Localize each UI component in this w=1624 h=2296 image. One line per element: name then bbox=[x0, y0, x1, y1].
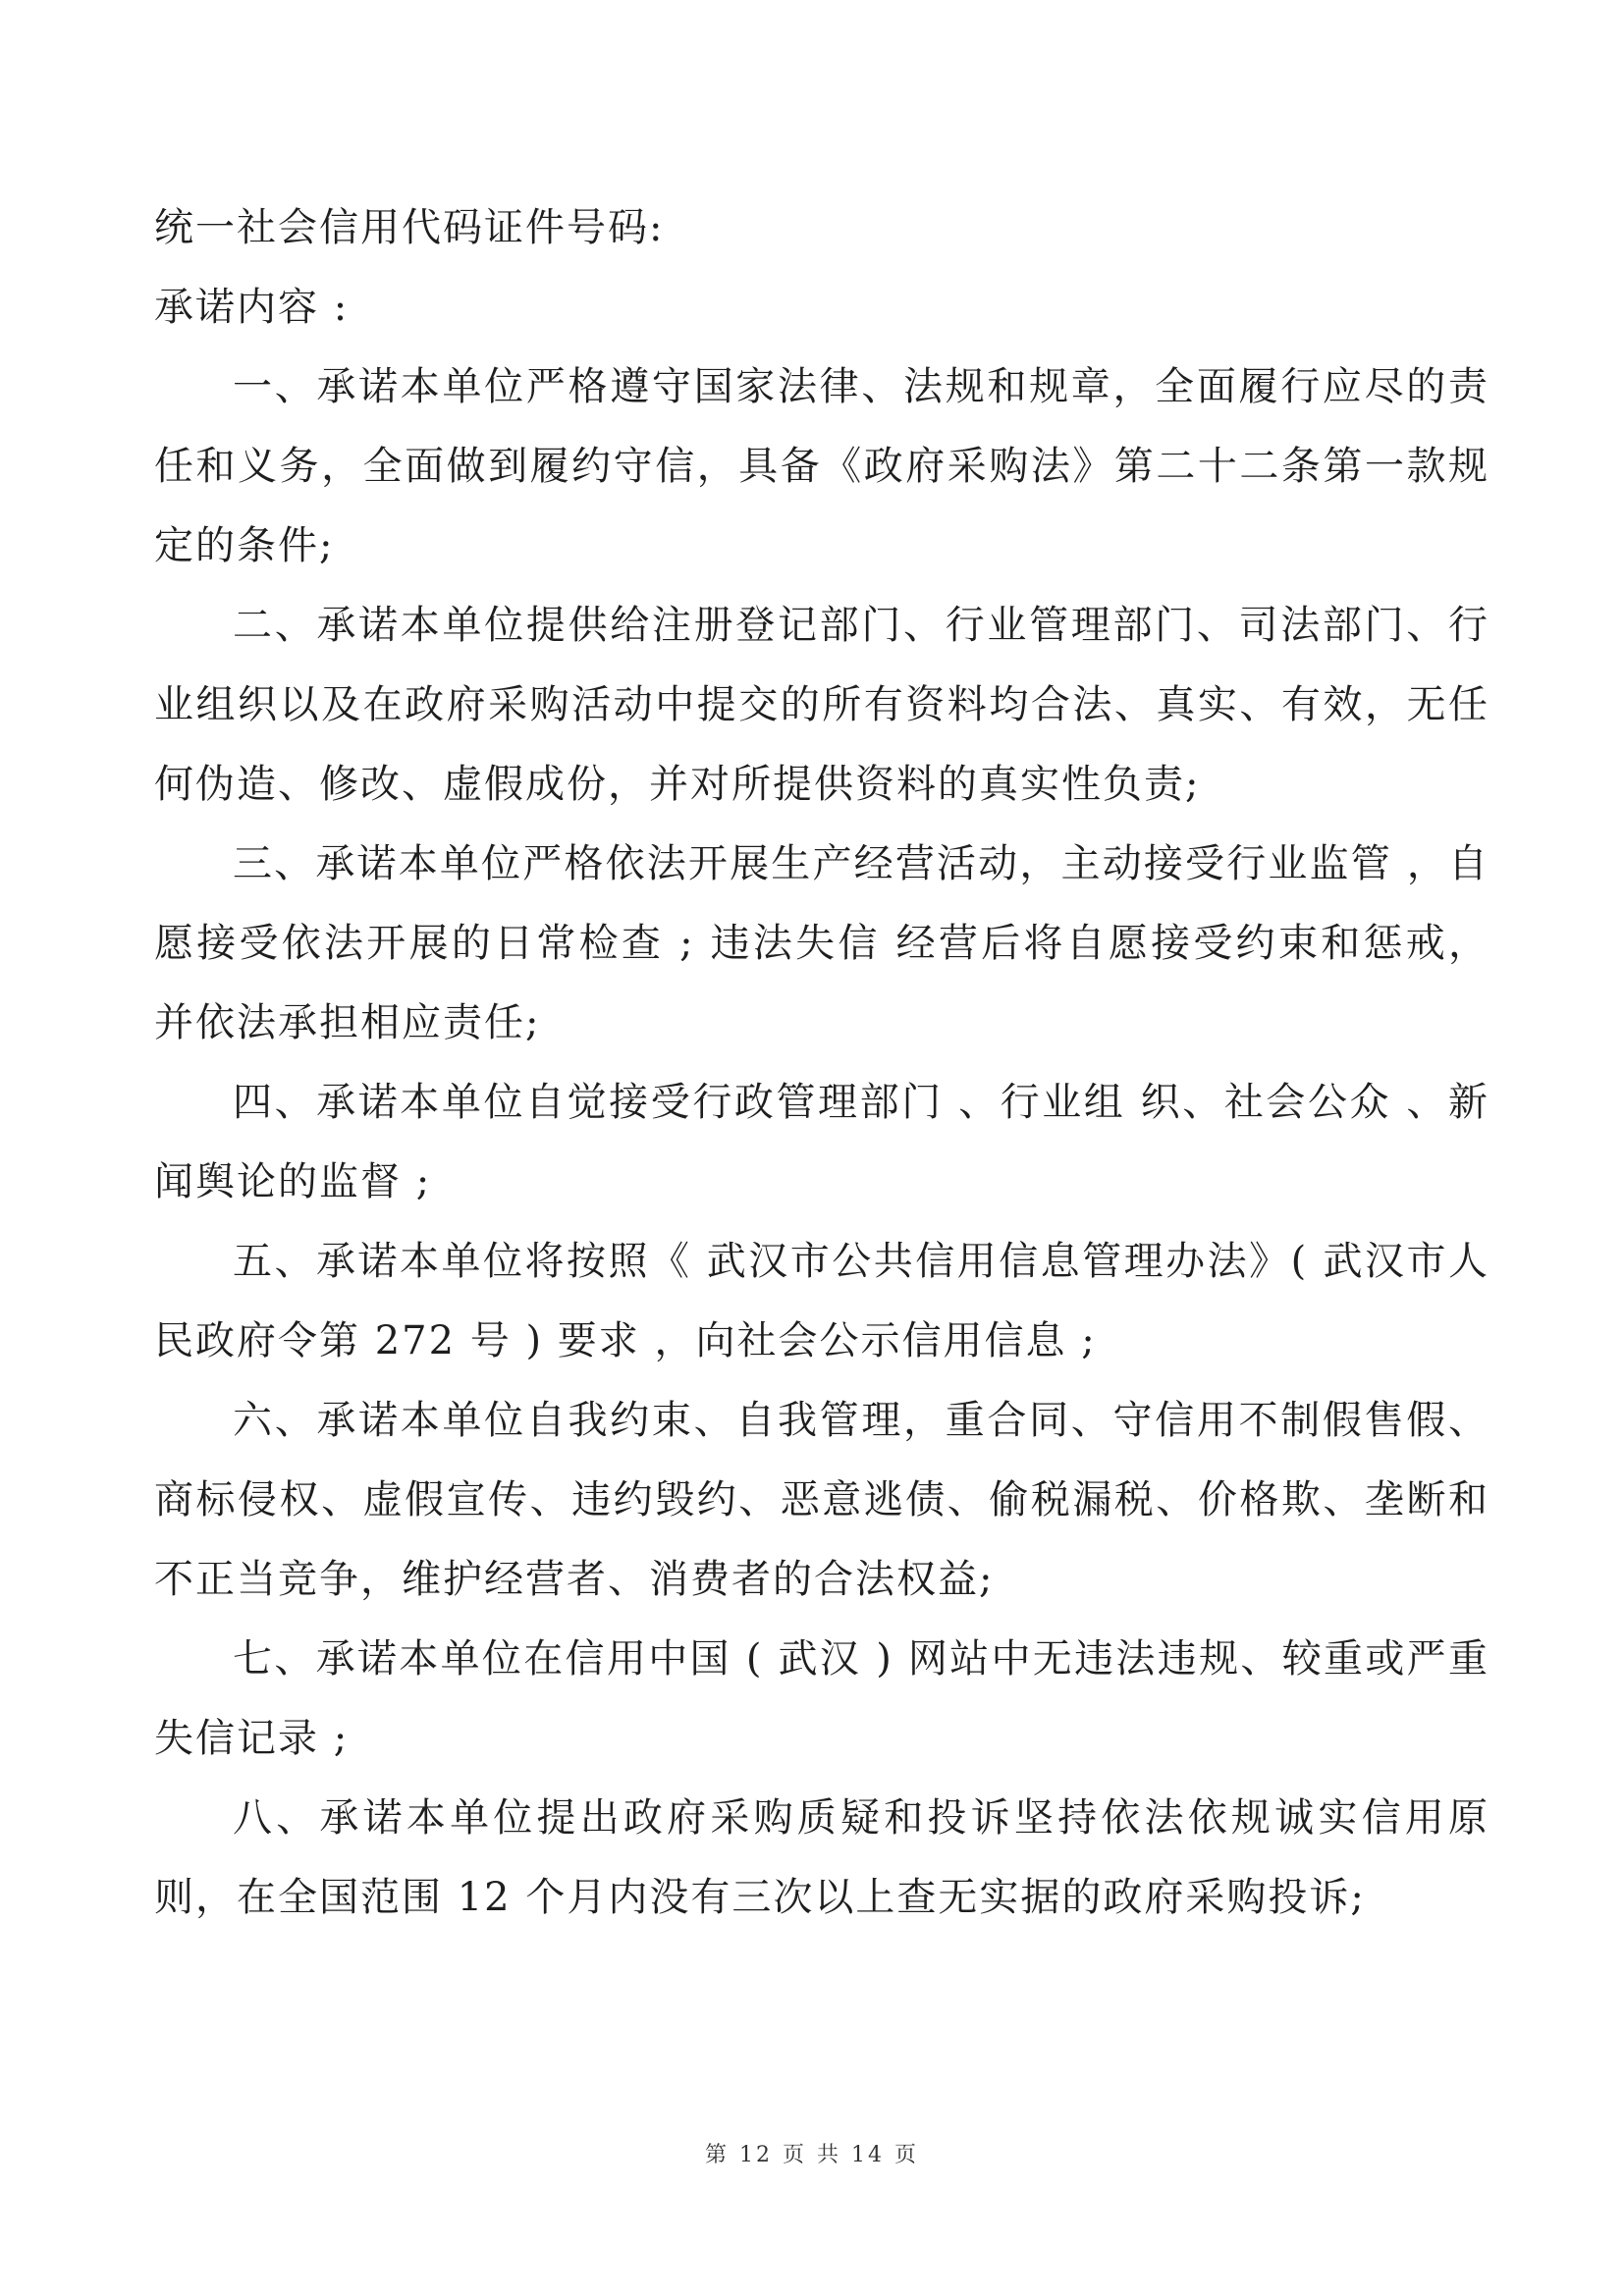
commitment-item-8: 八、承诺本单位提出政府采购质疑和投诉坚持依法依规诚实信用原则，在全国范围 12 个月内没有三次以上查无实据的政府采购投诉; bbox=[154, 1795, 1489, 1920]
commitment-item-7: 七、承诺本单位在信用中国 ( 武汉 ) 网站中无违法违规、较重或严重失信记录 ; bbox=[154, 1636, 1489, 1761]
commitment-item-2: 二、承诺本单位提供给注册登记部门、行业管理部门、司法部门、行业组织以及在政府采购活动中提交的所有资料均合法、真实、有效，无任何伪造、修改、虚假成份，并对所提供资料的真实性负责; bbox=[154, 603, 1489, 807]
commitment-item-5: 五、承诺本单位将按照《 武汉市公共信用信息管理办法》( 武汉市人民政府令第 272 号 ) 要求 ，向社会公示信用信息 ; bbox=[154, 1239, 1489, 1363]
commitment-item-1: 一、承诺本单位严格遵守国家法律、法规和规章，全面履行应尽的责任和义务，全面做到履约守信，具备《政府采购法》第二十二条第一款规定的条件; bbox=[154, 364, 1489, 568]
commitment-item-3: 三、承诺本单位严格依法开展生产经营活动，主动接受行业监管 ，自愿接受依法开展的日常检查 ; 违法失信 经营后将自愿接受约束和惩戒，并依法承担相应责任; bbox=[154, 841, 1489, 1045]
commitment-item-4: 四、承诺本单位自觉接受行政管理部门 、行业组 织、社会公众 、新闻舆论的监督 ; bbox=[154, 1080, 1489, 1204]
credit-code-line: 统一社会信用代码证件号码: bbox=[154, 205, 665, 250]
document-body bbox=[154, 188, 1489, 1938]
commitment-item-6: 六、承诺本单位自我约束、自我管理，重合同、守信用不制假售假、商标侵权、虚假宣传、违约毁约、恶意逃债、偷税漏税、价格欺、垄断和不正当竞争，维护经营者、消费者的合法权益; bbox=[154, 1398, 1489, 1602]
section-label: 承诺内容 : bbox=[154, 285, 350, 330]
page-number-footer: 第 12 页 共 14 页 bbox=[705, 2143, 919, 2167]
